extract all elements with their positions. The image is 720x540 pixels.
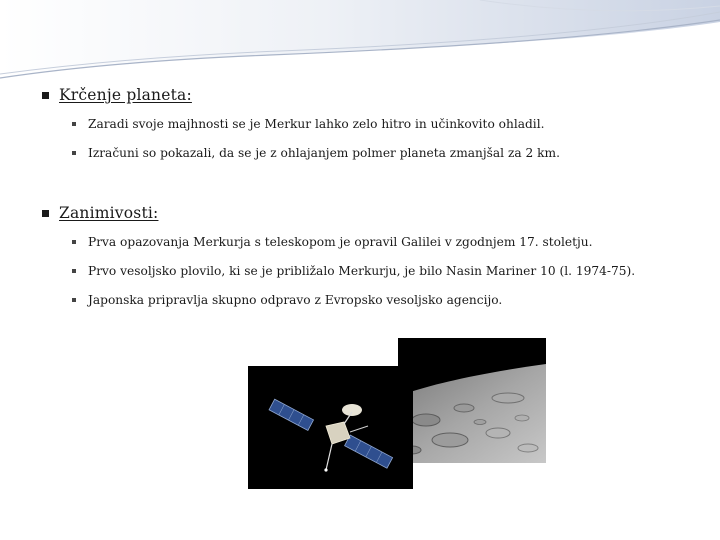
small-bullet-icon	[72, 269, 76, 273]
square-bullet-icon	[42, 210, 49, 217]
bullet-text: Prvo vesoljsko plovilo, ki se je približalo Merkurju, je bilo Nasin Mariner 10 (l. 1974-75).	[88, 264, 636, 278]
mariner-10-probe-photo	[248, 366, 413, 489]
small-bullet-icon	[72, 122, 76, 126]
bullet-text: Izračuni so pokazali, da se je z ohlajanjem polmer planeta zmanjšal za 2 km.	[88, 146, 560, 160]
small-bullet-icon	[72, 240, 76, 244]
bullet-item	[72, 262, 635, 280]
section-heading: Zanimivosti:	[59, 204, 159, 222]
bullet-item	[72, 115, 544, 133]
bullet-text: Prva opazovanja Merkurja s teleskopom je opravil Galilei v zgodnjem 17. stoletju.	[88, 235, 593, 249]
small-bullet-icon	[72, 298, 76, 302]
small-bullet-icon	[72, 151, 76, 155]
mercury-surface-photo	[398, 338, 546, 463]
section-heading: Krčenje planeta:	[59, 86, 192, 104]
bullet-item	[72, 291, 502, 309]
bullet-item	[72, 144, 560, 162]
square-bullet-icon	[42, 92, 49, 99]
bullet-text: Japonska pripravlja skupno odpravo z Evropsko vesoljsko agencijo.	[88, 293, 503, 307]
bullet-item	[72, 233, 593, 251]
section-heading-row	[42, 202, 158, 224]
bullet-text: Zaradi svoje majhnosti se je Merkur lahko zelo hitro in učinkovito ohladil.	[88, 117, 545, 131]
section-heading-row	[42, 84, 192, 106]
